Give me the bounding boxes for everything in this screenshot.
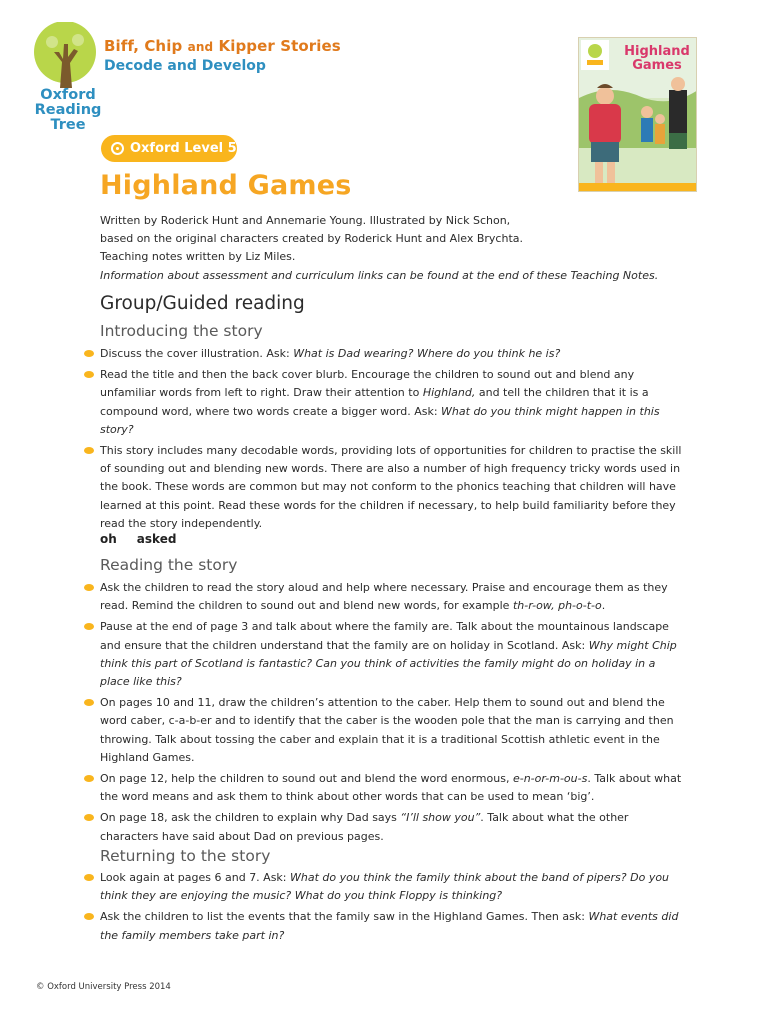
section-heading: Group/Guided reading [100, 293, 305, 314]
copyright-footer: © Oxford University Press 2014 [36, 982, 171, 992]
book-title: Highland Games [100, 170, 352, 201]
reading-list [84, 579, 684, 849]
svg-text:Games: Games [632, 58, 682, 73]
list-item: On pages 10 and 11, draw the children’s attention to the caber. Help them to sound out and blend the word caber, c-a-b-er and to identify that the caber is the wooden pole that the man is carrying and then throwing. Talk about tossing the caber and explain that it is a traditional Scottish athletic event in the Highland Games. [84, 694, 684, 767]
credits-block: Written by Roderick Hunt and Annemarie Young. Illustrated by Nick Schon, based on the original characters created by Roderick Hunt and Alex Brychta. Teaching notes written by Liz Miles. Information about assessment and curriculum links can be found at the end of these Teaching Notes. [100, 214, 659, 282]
oxford-reading-tree-logo [32, 22, 98, 90]
introducing-list [84, 345, 684, 536]
book-cover-image [578, 37, 697, 192]
series-title: Biff, Chip and Kipper Stories Decode and Develop [104, 37, 341, 74]
list-item: Look again at pages 6 and 7. Ask: What do you think the family think about the band of pipers? Do you think they are enjoying the music? What do you think Floppy is thinking? [84, 869, 684, 905]
logo-wordmark: Oxford Reading Tree [34, 87, 102, 133]
list-item: Ask the children to read the story aloud and help where necessary. Praise and encourage them as they read. Remind the children to sound out and blend new words, for example th-r-ow, ph-o-t-o. [84, 579, 684, 615]
list-item: Ask the children to list the events that the family saw in the Highland Games. Then ask: What events did the family members take part in? [84, 908, 684, 944]
list-item: On page 18, ask the children to explain why Dad says “I’ll show you”. Talk about what the other characters have said about Dad on previous pages. [84, 809, 684, 845]
list-item: Discuss the cover illustration. Ask: What is Dad wearing? Where do you think he is? [84, 345, 684, 363]
level-target-icon [111, 142, 124, 155]
list-item: This story includes many decodable words, providing lots of opportunities for children to practise the skill of sounding out and blending new words. There are also a number of high frequency tricky words used in the book. These words are common but may not conform to the phonics teaching that children will have learned at this point. Read these words for the children if necessary, to help build familiarity before they read the story independently. [84, 442, 684, 533]
tricky-words: oh asked [100, 532, 177, 546]
introducing-heading: Introducing the story [100, 322, 263, 340]
list-item: On page 12, help the children to sound out and blend the word enormous, e-n-or-m-ou-s. Talk about what the word means and ask them to think about other words that can be used to mean ‘big’. [84, 770, 684, 806]
reading-heading: Reading the story [100, 556, 238, 574]
list-item: Pause at the end of page 3 and talk about where the family are. Talk about the mountainous landscape and ensure that the children understand that the family are on holiday in Scotland. Ask: Why might Chip think this part of Scotland is fantastic? Can you think of activities the family might do on holiday in a place like this? [84, 618, 684, 691]
list-item: Read the title and then the back cover blurb. Encourage the children to sound out and blend any unfamiliar words from left to right. Draw their attention to Highland, and tell the children that it is a compound word, where two words create a bigger word. Ask: What do you think might happen in this story? [84, 366, 684, 439]
returning-list [84, 869, 684, 948]
returning-heading: Returning to the story [100, 847, 271, 865]
level-badge: Oxford Level 5 [101, 135, 237, 162]
svg-text:Highland: Highland [624, 44, 690, 59]
